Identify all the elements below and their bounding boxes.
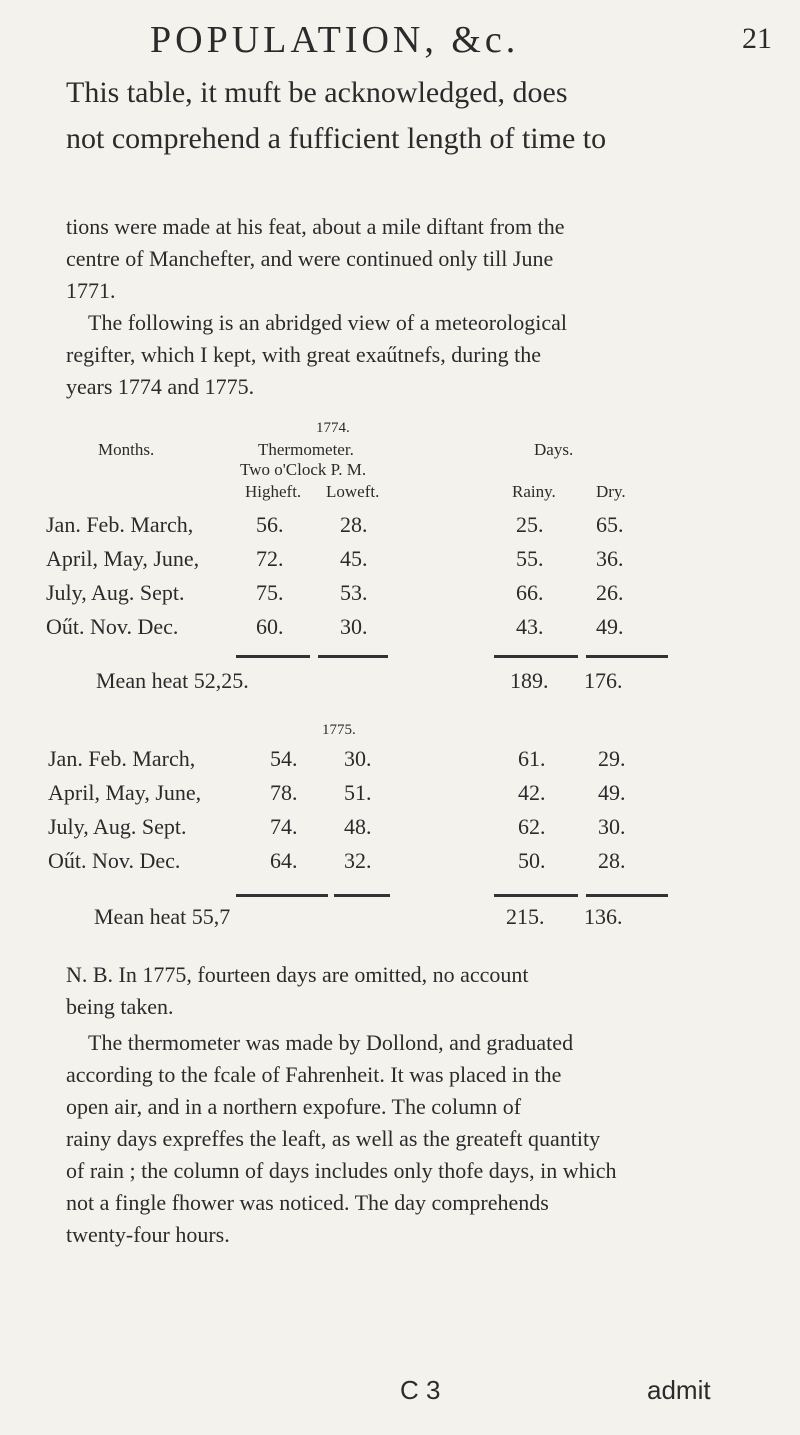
note-line-3: The thermometer was made by Dollond, and graduated [88,1030,574,1055]
rule-1775-thermo-b [334,894,390,897]
row-highest: 74. [270,814,298,839]
row-rainy: 62. [518,814,546,839]
row-rainy: 61. [518,746,546,771]
col-header-dry: Dry. [596,482,626,501]
row-rainy: 25. [516,512,544,537]
row-months: April, May, June, [48,780,202,805]
col-header-highest: Higheft. [245,482,302,501]
row-lowest: 32. [344,848,372,873]
row-months: Jan. Feb. March, [48,746,196,771]
para1-line-2: centre of Manchefter, and were continued only till June [66,246,554,271]
row-highest: 56. [256,512,284,537]
total-dry-1775: 136. [584,904,623,929]
total-rainy-1774: 189. [510,668,549,693]
row-months: Jan. Feb. March, [46,512,194,537]
rule-1775-thermo-a [236,894,328,897]
row-highest: 54. [270,746,298,771]
row-dry: 65. [596,512,624,537]
row-lowest: 30. [340,614,368,639]
mean-heat-1775: Mean heat 55,7 [94,904,231,929]
signature-mark: C 3 [400,1375,441,1405]
total-dry-1774: 176. [584,668,623,693]
row-rainy: 66. [516,580,544,605]
note-line-2: being taken. [66,994,174,1019]
catchword: admit [647,1375,711,1405]
rule-1774-days-a [494,655,578,658]
year-label-1774: 1774. [316,420,350,436]
row-dry: 26. [596,580,624,605]
para2-line-1: The following is an abridged view of a meteorological [88,310,567,335]
rule-1774-thermo-b [318,655,388,658]
page-number: 21 [742,22,772,55]
note-line-6: rainy days expreffes the leaft, as well as the greateft quantity [66,1126,601,1151]
note-line-8: not a fingle fhower was noticed. The day comprehends [66,1190,549,1215]
col-header-rainy: Rainy. [512,482,556,501]
row-highest: 75. [256,580,284,605]
row-lowest: 30. [344,746,372,771]
rule-1774-thermo-a [236,655,310,658]
row-dry: 28. [598,848,626,873]
intro-line-1: This table, it muft be acknowledged, does [66,76,568,109]
row-lowest: 28. [340,512,368,537]
col-header-months: Months. [98,440,155,459]
row-highest: 64. [270,848,298,873]
note-line-1: N. B. In 1775, fourteen days are omitted, no account [66,962,529,987]
para2-line-3: years 1774 and 1775. [66,374,255,399]
year-label-1775: 1775. [322,722,356,738]
row-lowest: 53. [340,580,368,605]
rule-1775-days-b [586,894,668,897]
col-header-lowest: Loweft. [326,482,380,501]
row-lowest: 45. [340,546,368,571]
total-rainy-1775: 215. [506,904,545,929]
row-lowest: 51. [344,780,372,805]
note-line-7: of rain ; the column of days includes only thofe days, in which [66,1158,617,1183]
row-dry: 29. [598,746,626,771]
rule-1774-days-b [586,655,668,658]
row-dry: 30. [598,814,626,839]
row-rainy: 50. [518,848,546,873]
row-months: July, Aug. Sept. [48,814,187,839]
row-rainy: 55. [516,546,544,571]
row-dry: 49. [598,780,626,805]
row-dry: 49. [596,614,624,639]
row-months: Oűt. Nov. Dec. [46,614,179,639]
row-highest: 60. [256,614,284,639]
row-rainy: 42. [518,780,546,805]
mean-heat-1774: Mean heat 52,25. [96,668,249,693]
row-months: July, Aug. Sept. [46,580,185,605]
para1-line-3: 1771. [66,278,116,303]
row-lowest: 48. [344,814,372,839]
col-header-thermometer: Thermometer. [258,440,354,459]
note-line-9: twenty-four hours. [66,1222,230,1247]
rule-1775-days-a [494,894,578,897]
para1-line-1: tions were made at his feat, about a mile diftant from the [66,214,565,239]
row-months: April, May, June, [46,546,200,571]
note-line-5: open air, and in a northern expofure. The column of [66,1094,522,1119]
row-months: Oűt. Nov. Dec. [48,848,181,873]
row-highest: 78. [270,780,298,805]
note-line-4: according to the fcale of Fahrenheit. It was placed in the [66,1062,562,1087]
para2-line-2: regifter, which I kept, with great exaűtnefs, during the [66,342,542,367]
intro-line-2: not comprehend a fufficient length of time to [66,122,607,155]
row-highest: 72. [256,546,284,571]
col-header-days: Days. [534,440,574,459]
col-header-two-oclock: Two o'Clock P. M. [240,460,367,479]
running-title: POPULATION, &c. [150,19,520,61]
row-rainy: 43. [516,614,544,639]
row-dry: 36. [596,546,624,571]
